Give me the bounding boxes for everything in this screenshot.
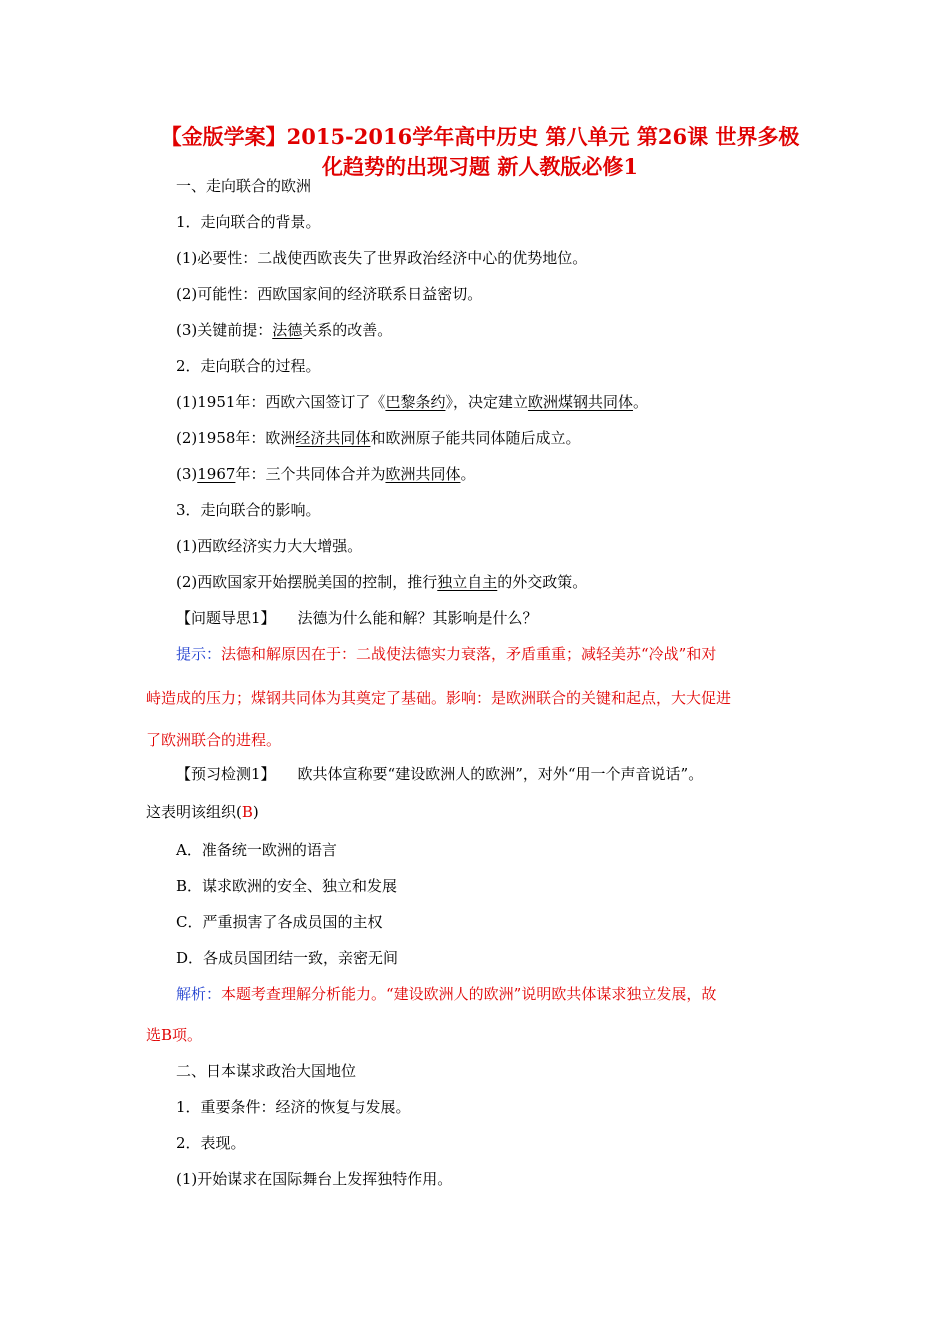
- point-3-title: 3．走向联合的影响。: [176, 501, 321, 519]
- analysis-label: 解析：: [176, 985, 222, 1003]
- point-3a: (1)西欧经济实力大大增强。: [176, 537, 363, 555]
- blank-answer: 法德: [272, 321, 303, 339]
- option-c: C．严重损害了各成员国的主权: [176, 913, 383, 931]
- document-title: [140, 122, 820, 182]
- analysis-line-1: 解析：本题考查理解分析能力。“建设欧洲人的欧洲”说明欧共体谋求独立发展，故: [176, 985, 717, 1003]
- hint-line-2: 峙造成的压力；煤钢共同体为其奠定了基础。影响：是欧洲联合的关键和起点，大大促进: [146, 689, 732, 707]
- point-3b: (2)西欧国家开始摆脱美国的控制，推行独立自主的外交政策。: [176, 573, 588, 591]
- answer-letter: B: [241, 803, 253, 821]
- point-1b: (2)可能性：西欧国家间的经济联系日益密切。: [176, 285, 483, 303]
- title-line-2: 化趋势的出现习题 新人教版必修1: [322, 154, 638, 179]
- preview-check-1-cont: 这表明该组织(B): [146, 803, 259, 821]
- point-2-title: 2．走向联合的过程。: [176, 357, 321, 375]
- preview-check-1: 【预习检测1】 欧共体宣称要“建设欧洲人的欧洲”，对外“用一个声音说话”。: [176, 765, 704, 783]
- point-1a: (1)必要性：二战使西欧丧失了世界政治经济中心的优势地位。: [176, 249, 588, 267]
- hint-line-1: 提示：法德和解原因在于：二战使法德实力衰落，矛盾重重；减轻美苏“冷战”和对: [176, 645, 717, 663]
- section-2-point-1: 1．重要条件：经济的恢复与发展。: [176, 1098, 411, 1116]
- question-guide-1: 【问题导思1】 法德为什么能和解？其影响是什么？: [176, 609, 538, 627]
- section-2-heading: 二、日本谋求政治大国地位: [176, 1062, 357, 1080]
- option-d: D．各成员国团结一致，亲密无间: [176, 949, 399, 967]
- blank-answer: 欧洲共同体: [385, 465, 461, 483]
- option-b: B．谋求欧洲的安全、独立和发展: [176, 877, 398, 895]
- blank-answer: 巴黎条约: [385, 393, 446, 411]
- hint-line-3: 了欧洲联合的进程。: [146, 731, 282, 749]
- title-line-1: 【金版学案】2015-2016学年高中历史 第八单元 第26课 世界多极: [160, 124, 800, 149]
- section-2-point-2a: (1)开始谋求在国际舞台上发挥独特作用。: [176, 1170, 453, 1188]
- blank-answer: 1967: [197, 465, 236, 483]
- section-2-point-2: 2．表现。: [176, 1134, 246, 1152]
- point-2b: (2)1958年：欧洲经济共同体和欧洲原子能共同体随后成立。: [176, 429, 581, 447]
- point-1c: (3)关键前提：法德关系的改善。: [176, 321, 393, 339]
- analysis-line-2: 选B项。: [146, 1026, 203, 1044]
- point-2a: (1)1951年：西欧六国签订了《巴黎条约》，决定建立欧洲煤钢共同体。: [176, 393, 648, 411]
- blank-answer: 经济共同体: [295, 429, 371, 447]
- point-1-title: 1．走向联合的背景。: [176, 213, 321, 231]
- blank-answer: 欧洲煤钢共同体: [527, 393, 633, 411]
- hint-label: 提示：: [176, 645, 222, 663]
- point-2c: (3)1967年：三个共同体合并为欧洲共同体。: [176, 465, 476, 483]
- blank-answer: 独立自主: [437, 573, 498, 591]
- option-a: A．准备统一欧洲的语言: [176, 841, 337, 859]
- section-1-heading: 一、走向联合的欧洲: [176, 177, 312, 195]
